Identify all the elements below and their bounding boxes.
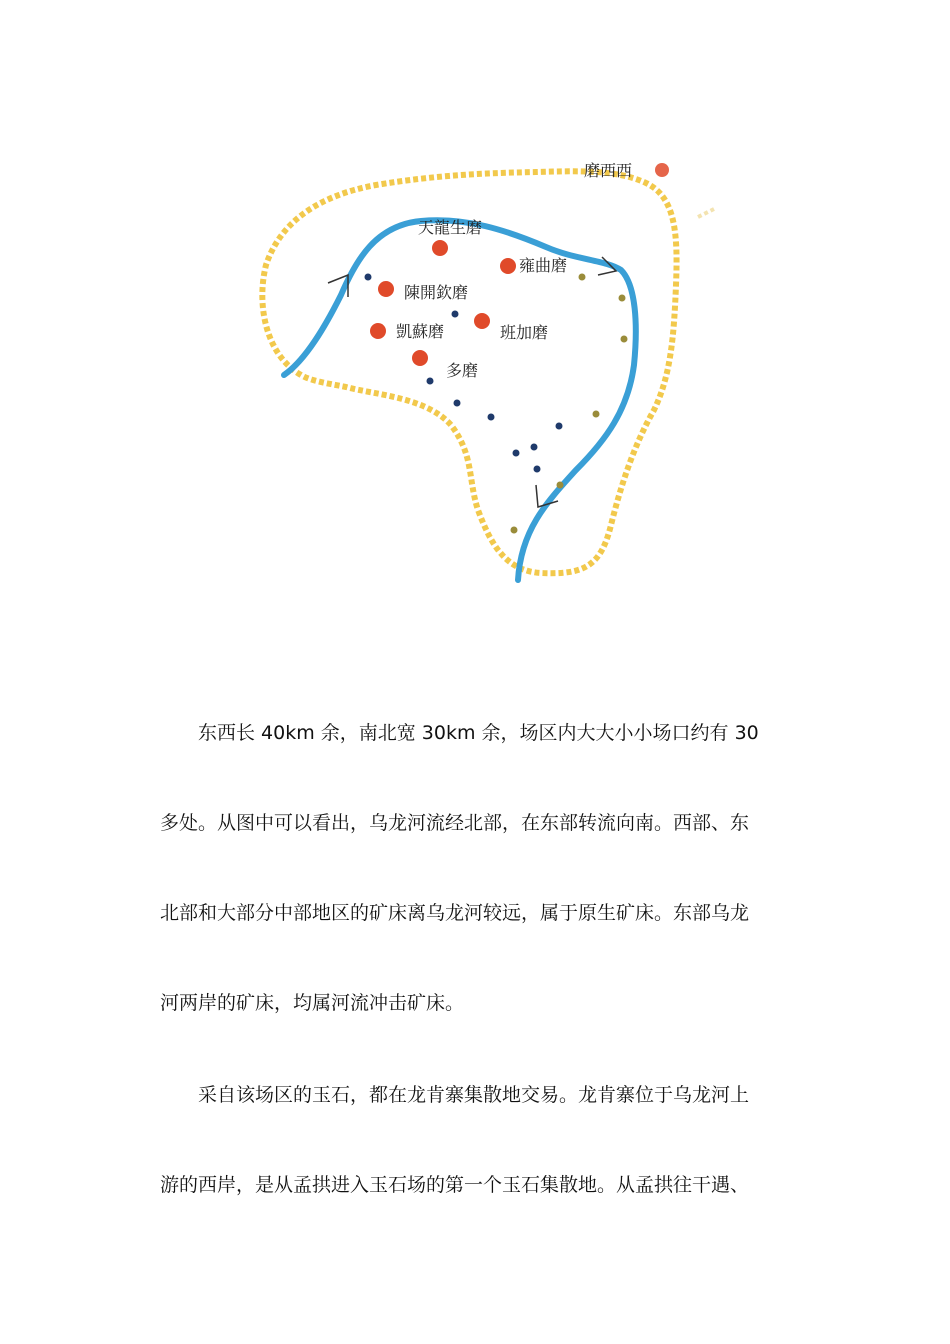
site-yongqu-marker (500, 258, 516, 274)
minor-site-marker-olive (619, 295, 626, 302)
minor-site-marker (513, 450, 520, 457)
boundary-fragment (698, 209, 714, 217)
label-duomo: 多磨 (446, 361, 479, 380)
label-yongqu: 雍曲磨 (519, 256, 568, 275)
text-line: 游的西岸，是从孟拱进入玉石场的第一个玉石集散地。从孟拱往干遇、 (160, 1174, 750, 1196)
minor-site-marker (427, 378, 434, 385)
minor-site-marker (452, 311, 459, 318)
minor-site-marker (454, 400, 461, 407)
site-moxixi-marker (655, 163, 669, 177)
minor-site-marker-olive (593, 411, 600, 418)
label-tianlongsheng: 天龍生磨 (418, 218, 483, 237)
minor-site-marker-olive (511, 527, 518, 534)
label-moxixi: 磨西西 (584, 161, 633, 180)
site-chenkaiqin-marker (378, 281, 394, 297)
site-kaisu-marker (370, 323, 386, 339)
minor-site-marker (534, 466, 541, 473)
site-banjia-marker (474, 313, 490, 329)
text-line: 河两岸的矿床，均属河流冲击矿床。 (160, 992, 465, 1014)
label-kaisu: 凱蘇磨 (396, 322, 445, 341)
text-line: 采自该场区的玉石，都在龙肯寨集散地交易。龙肯寨位于乌龙河上 (198, 1084, 750, 1106)
minor-site-marker (365, 274, 372, 281)
minor-site-marker-olive (557, 482, 564, 489)
site-duomo-marker (412, 350, 428, 366)
label-banjia: 班加磨 (500, 323, 549, 342)
paragraph-2 (160, 1050, 800, 1230)
text-line: 多处。从图中可以看出，乌龙河流经北部，在东部转流向南。西部、东 (160, 812, 750, 834)
map-svg (236, 125, 716, 615)
mining-area-map (236, 125, 716, 615)
text-line: 北部和大部分中部地区的矿床离乌龙河较远，属于原生矿床。东部乌龙 (160, 902, 750, 924)
minor-site-marker (531, 444, 538, 451)
paragraph-1 (160, 688, 800, 1048)
minor-site-marker-olive (621, 336, 628, 343)
minor-site-marker-olive (579, 274, 586, 281)
site-tianlongsheng-marker (432, 240, 448, 256)
minor-site-marker (488, 414, 495, 421)
label-chenkaiqin: 陳開欽磨 (404, 283, 469, 302)
minor-site-marker (556, 423, 563, 430)
text-line: 东西长 40km 余，南北宽 30km 余，场区内大大小小场口约有 30 (198, 722, 759, 744)
